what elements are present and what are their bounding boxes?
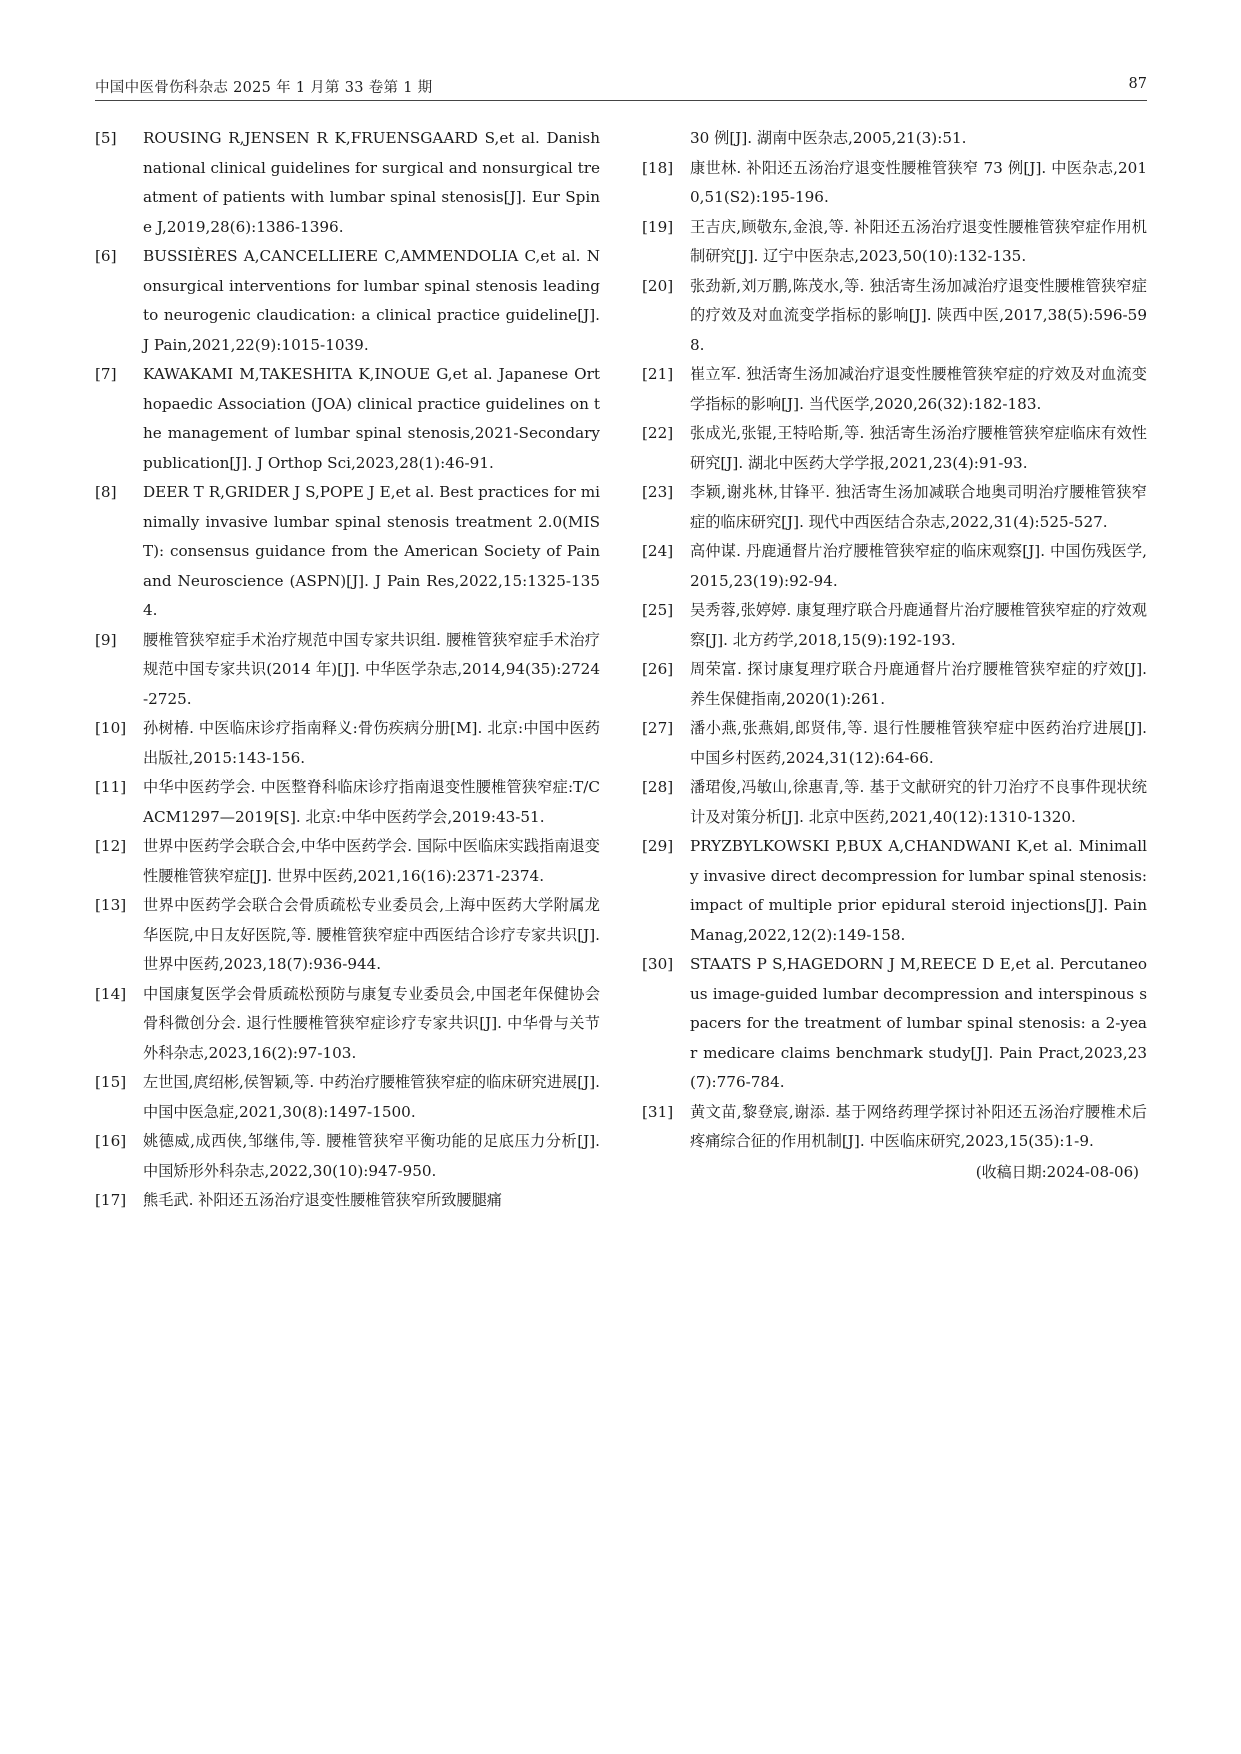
reference-item: [642, 537, 1147, 596]
reference-number: [15]: [95, 1073, 127, 1091]
reference-item: [95, 891, 600, 980]
reference-text: KAWAKAMI M,TAKESHITA K,INOUE G,et al. Japanese Orthopaedic Association (JOA) clinical practice guidelines on the management of lumbar spinal stenosis,2021-Secondary publication[J]. J Orthop Sci,2023,28(1):46-91.: [143, 365, 600, 472]
journal-title: 中国中医骨伤科杂志 2025 年 1 月第 33 卷第 1 期: [95, 80, 433, 96]
reference-text: 高仲谋. 丹鹿通督片治疗腰椎管狭窄症的临床观察[J]. 中国伤残医学,2015,23(19):92-94.: [690, 542, 1147, 590]
reference-item: [642, 419, 1147, 478]
reference-item: [642, 596, 1147, 655]
reference-item: [95, 360, 600, 478]
reference-item: [95, 980, 600, 1069]
reference-number: [21]: [642, 365, 674, 383]
reference-item: [642, 272, 1147, 361]
reference-number: [31]: [642, 1102, 674, 1121]
reference-number: [22]: [642, 424, 674, 442]
reference-text: 孙树椿. 中医临床诊疗指南释义:骨伤疾病分册[M]. 北京:中国中医药出版社,2015:143-156.: [143, 719, 600, 767]
reference-number: [24]: [642, 542, 674, 560]
references-left-column: [95, 124, 600, 1216]
reference-item: [642, 950, 1147, 1098]
reference-text: 中国康复医学会骨质疏松预防与康复专业委员会,中国老年保健协会骨科微创分会. 退行性腰椎管狭窄症诊疗专家共识[J]. 中华骨与关节外科杂志,2023,16(2):97-103.: [143, 984, 600, 1062]
reference-text: PRYZBYLKOWSKI P,BUX A,CHANDWANI K,et al. Minimally invasive direct decompression for lumbar spinal stenosis: impact of multiple prior epidural steroid injections[J]. Pain Manag,2022,12(2):149-158.: [690, 837, 1147, 944]
reference-text: 康世林. 补阳还五汤治疗退变性腰椎管狭窄 73 例[J]. 中医杂志,2010,51(S2):195-196.: [690, 158, 1147, 206]
reference-item: [642, 832, 1147, 950]
reference-text: STAATS P S,HAGEDORN J M,REECE D E,et al. Percutaneous image-guided lumbar decompression and interspinous spacers for the treatment of lumbar spinal stenosis: a 2-year medicare claims benchmark study[J]. Pain Pract,2023,23(7):776-784.: [690, 955, 1147, 1091]
reference-text: 姚德威,成西侠,邹继伟,等. 腰椎管狭窄平衡功能的足底压力分析[J]. 中国矫形外科杂志,2022,30(10):947-950.: [143, 1132, 600, 1180]
reference-text: BUSSIÈRES A,CANCELLIERE C,AMMENDOLIA C,et al. Nonsurgical interventions for lumbar spinal stenosis leading to neurogenic claudication: a clinical practice guideline[J]. J Pain,2021,22(9):1015-1039.: [143, 247, 600, 354]
reference-text: 熊毛武. 补阳还五汤治疗退变性腰椎管狭窄所致腰腿痛: [143, 1191, 502, 1209]
reference-text: 李颖,谢兆林,甘锋平. 独活寄生汤加减联合地奥司明治疗腰椎管狭窄症的临床研究[J]. 现代中西医结合杂志,2022,31(4):525-527.: [690, 483, 1147, 531]
reference-item: [95, 124, 600, 242]
reference-item: [642, 1098, 1147, 1157]
reference-text: 潘小燕,张燕娟,郎贤伟,等. 退行性腰椎管狭窄症中医药治疗进展[J]. 中国乡村医药,2024,31(12):64-66.: [690, 719, 1147, 767]
reference-number: [9]: [95, 630, 117, 649]
reference-item: [95, 773, 600, 832]
reference-item: [642, 714, 1147, 773]
reference-item: [642, 154, 1147, 213]
reference-number: [5]: [95, 129, 117, 147]
reference-number: [26]: [642, 660, 674, 678]
reference-text: 张劲新,刘万鹏,陈茂水,等. 独活寄生汤加减治疗退变性腰椎管狭窄症的疗效及对血流变学指标的影响[J]. 陕西中医,2017,38(5):596-598.: [690, 276, 1147, 354]
references-right-column: [642, 124, 1147, 1187]
reference-item: [642, 213, 1147, 272]
reference-number: [14]: [95, 984, 127, 1003]
reference-item: [642, 360, 1147, 419]
reference-number: [27]: [642, 719, 674, 737]
received-date: (收稿日期:2024-08-06): [975, 1162, 1139, 1181]
reference-text: 中华中医药学会. 中医整脊科临床诊疗指南退变性腰椎管狭窄症:T/CACM1297—2019[S]. 北京:中华中医药学会,2019:43-51.: [143, 778, 600, 826]
running-header: [95, 76, 1147, 101]
reference-number: [11]: [95, 778, 127, 796]
reference-item: [95, 1068, 600, 1127]
reference-item: [642, 478, 1147, 537]
reference-item: [95, 1127, 600, 1186]
reference-item: [95, 478, 600, 626]
reference-item: [95, 714, 600, 773]
reference-text: 世界中医药学会联合会骨质疏松专业委员会,上海中医药大学附属龙华医院,中日友好医院,等. 腰椎管狭窄症中西医结合诊疗专家共识[J]. 世界中医药,2023,18(7):936-944.: [143, 896, 600, 973]
reference-text: DEER T R,GRIDER J S,POPE J E,et al. Best practices for minimally invasive lumbar spinal stenosis treatment 2.0(MIST): consensus guidance from the American Society of Pain and Neuroscience (ASPN)[J]. J Pain Res,2022,15:1325-1354.: [143, 483, 600, 619]
reference-number: [6]: [95, 247, 117, 265]
reference-item: [95, 1186, 600, 1216]
reference-text: 崔立军. 独活寄生汤加减治疗退变性腰椎管狭窄症的疗效及对血流变学指标的影响[J]. 当代医学,2020,26(32):182-183.: [690, 365, 1147, 413]
reference-text: 腰椎管狭窄症手术治疗规范中国专家共识组. 腰椎管狭窄症手术治疗规范中国专家共识(2014 年)[J]. 中华医学杂志,2014,94(35):2724-2725.: [143, 630, 600, 708]
reference-text: 王吉庆,顾敬东,金浪,等. 补阳还五汤治疗退变性腰椎管狭窄症作用机制研究[J]. 辽宁中医杂志,2023,50(10):132-135.: [690, 217, 1147, 265]
reference-number: [10]: [95, 719, 127, 737]
reference-number: [12]: [95, 837, 127, 855]
reference-item: [95, 832, 600, 891]
reference-number: [16]: [95, 1132, 127, 1150]
reference-item: [642, 655, 1147, 714]
reference-continuation: 30 例[J]. 湖南中医杂志,2005,21(3):51.: [690, 129, 967, 147]
reference-item: [95, 626, 600, 715]
reference-text: 吴秀蓉,张婷婷. 康复理疗联合丹鹿通督片治疗腰椎管狭窄症的疗效观察[J]. 北方药学,2018,15(9):192-193.: [690, 601, 1147, 649]
reference-number: [17]: [95, 1191, 127, 1209]
page-number: 87: [1128, 76, 1147, 92]
reference-number: [20]: [642, 276, 674, 295]
reference-text: 潘珺俊,冯敏山,徐惠青,等. 基于文献研究的针刀治疗不良事件现状统计及对策分析[J]. 北京中医药,2021,40(12):1310-1320.: [690, 778, 1147, 826]
reference-item: [642, 773, 1147, 832]
reference-text: 周荣富. 探讨康复理疗联合丹鹿通督片治疗腰椎管狭窄症的疗效[J]. 养生保健指南,2020(1):261.: [690, 660, 1147, 708]
reference-text: 左世国,庹绍彬,侯智颖,等. 中药治疗腰椎管狭窄症的临床研究进展[J]. 中国中医急症,2021,30(8):1497-1500.: [143, 1073, 600, 1121]
reference-text: 黄文苗,黎登宸,谢添. 基于网络药理学探讨补阳还五汤治疗腰椎术后疼痛综合征的作用机制[J]. 中医临床研究,2023,15(35):1-9.: [690, 1102, 1147, 1150]
reference-number: [19]: [642, 217, 674, 236]
reference-text: ROUSING R,JENSEN R K,FRUENSGAARD S,et al. Danish national clinical guidelines for surgical and nonsurgical treatment of patients with lumbar spinal stenosis[J]. Eur Spine J,2019,28(6):1386-1396.: [143, 129, 600, 236]
reference-number: [7]: [95, 365, 117, 383]
reference-item: [95, 242, 600, 360]
reference-number: [23]: [642, 483, 674, 501]
reference-number: [28]: [642, 778, 674, 796]
reference-number: [29]: [642, 837, 674, 855]
reference-number: [30]: [642, 955, 674, 973]
reference-number: [8]: [95, 483, 117, 501]
reference-number: [25]: [642, 601, 674, 619]
reference-number: [18]: [642, 158, 674, 177]
reference-text: 世界中医药学会联合会,中华中医药学会. 国际中医临床实践指南退变性腰椎管狭窄症[J]. 世界中医药,2021,16(16):2371-2374.: [143, 837, 600, 885]
reference-number: [13]: [95, 896, 127, 914]
reference-text: 张成光,张锟,王特哈斯,等. 独活寄生汤治疗腰椎管狭窄症临床有效性研究[J]. 湖北中医药大学学报,2021,23(4):91-93.: [690, 424, 1147, 472]
